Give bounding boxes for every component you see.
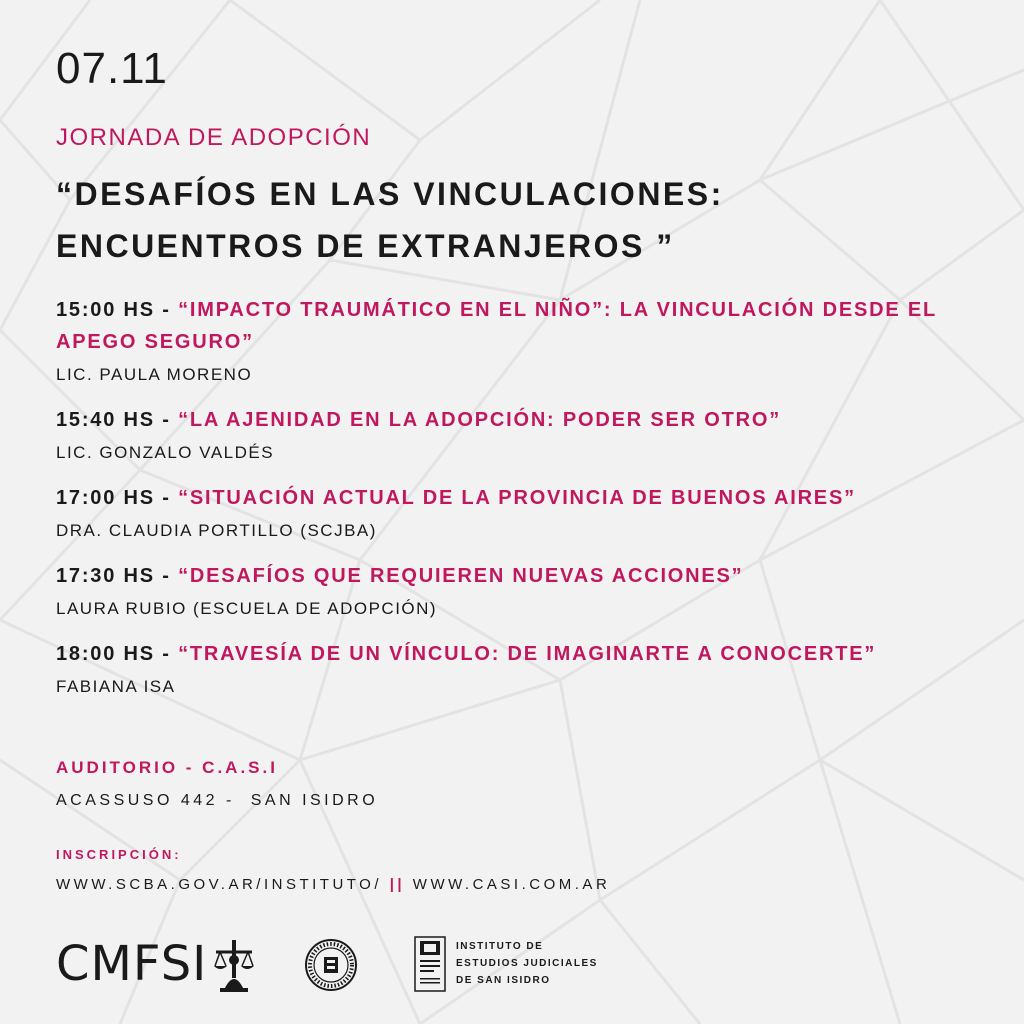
casi-link[interactable]: WWW.CASI.COM.AR — [412, 876, 611, 893]
schedule-item — [56, 294, 986, 390]
session-time: 17:00 HS - — [56, 487, 179, 509]
session-speaker: LAURA RUBIO (ESCUELA DE ADOPCIÓN) — [56, 599, 438, 618]
venue-address: ACASSUSO 442 - SAN ISIDRO — [56, 792, 379, 809]
event-kicker: JORNADA DE ADOPCIÓN — [56, 124, 372, 151]
inscription-label: INSCRIPCIÓN: — [56, 847, 182, 862]
inscription-links — [56, 876, 610, 893]
schedule-item — [56, 404, 986, 468]
event-title — [56, 168, 956, 272]
session-speaker: DRA. CLAUDIA PORTILLO (SCJBA) — [56, 521, 377, 540]
institute-name — [456, 938, 598, 989]
session-time: 15:00 HS - — [56, 299, 179, 321]
venue-name: AUDITORIO - C.A.S.I — [56, 758, 278, 777]
session-talk-title: “SITUACIÓN ACTUAL DE LA PROVINCIA DE BUENOS AIRES” — [178, 487, 856, 509]
bar-association-seal-icon — [304, 938, 358, 992]
session-talk-title: “DESAFÍOS QUE REQUIEREN NUEVAS ACCIONES” — [178, 565, 744, 587]
session-talk-title: “TRAVESÍA DE UN VÍNCULO: DE IMAGINARTE A CONOCERTE” — [178, 643, 877, 665]
institute-name-line: DE SAN ISIDRO — [456, 975, 551, 986]
institute-logo-icon — [414, 936, 446, 992]
session-talk-title: “IMPACTO TRAUMÁTICO EN EL NIÑO”: LA VINCULACIÓN DESDE EL APEGO SEGURO” — [56, 299, 937, 353]
session-time: 18:00 HS - — [56, 643, 179, 665]
schedule-item — [56, 560, 986, 624]
session-speaker: FABIANA ISA — [56, 677, 176, 696]
session-speaker: LIC. PAULA MORENO — [56, 365, 253, 384]
cmfsi-logo-text: CMFSI — [56, 936, 208, 992]
title-line: ENCUENTROS DE EXTRANJEROS ” — [56, 228, 675, 264]
schedule-item — [56, 482, 986, 546]
schedule-list — [56, 294, 986, 702]
session-speaker: LIC. GONZALO VALDÉS — [56, 443, 275, 462]
link-separator: || — [389, 876, 406, 893]
schedule-item — [56, 638, 986, 702]
session-time: 17:30 HS - — [56, 565, 179, 587]
event-date: 07.11 — [56, 44, 168, 93]
session-talk-title: “LA AJENIDAD EN LA ADOPCIÓN: PODER SER OTRO” — [178, 409, 782, 431]
scba-link[interactable]: WWW.SCBA.GOV.AR/INSTITUTO/ — [56, 876, 383, 893]
institute-name-line: ESTUDIOS JUDICIALES — [456, 958, 598, 969]
institute-name-line: INSTITUTO DE — [456, 941, 544, 952]
title-line: “DESAFÍOS EN LAS VINCULACIONES: — [56, 176, 724, 212]
scales-of-justice-icon — [214, 938, 254, 992]
session-time: 15:40 HS - — [56, 409, 179, 431]
sponsor-logos — [56, 932, 656, 1002]
